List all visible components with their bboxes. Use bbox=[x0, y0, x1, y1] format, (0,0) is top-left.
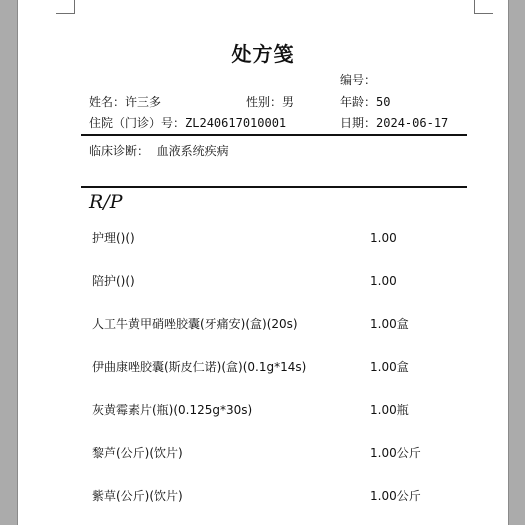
item-name: 护理()() bbox=[92, 231, 135, 245]
diagnosis-label: 临床诊断： bbox=[89, 144, 150, 158]
document-title: 处方笺 bbox=[231, 42, 295, 66]
item-quantity: 1.00公斤 bbox=[370, 489, 421, 503]
patient-name-field bbox=[89, 95, 161, 109]
list-item bbox=[18, 273, 508, 289]
number-label: 编号： bbox=[340, 73, 377, 87]
list-item bbox=[18, 316, 508, 332]
item-quantity: 1.00公斤 bbox=[370, 446, 421, 460]
header-divider bbox=[81, 134, 467, 136]
item-quantity: 1.00瓶 bbox=[370, 403, 409, 417]
prescription-page bbox=[17, 0, 509, 525]
date-value: 2024-06-17 bbox=[376, 116, 449, 130]
list-item bbox=[18, 445, 508, 461]
gender-label: 性别： bbox=[246, 95, 283, 109]
item-name: 陪护()() bbox=[92, 274, 135, 288]
date-label: 日期： bbox=[340, 116, 377, 130]
age-label: 年龄： bbox=[340, 95, 377, 109]
item-name: 灰黄霉素片(瓶)(0.125g*30s) bbox=[92, 403, 253, 417]
item-name: 黎芦(公斤)(饮片) bbox=[92, 446, 183, 460]
age-value: 50 bbox=[376, 95, 391, 109]
item-quantity: 1.00盒 bbox=[370, 317, 409, 331]
diagnosis-divider bbox=[81, 186, 467, 188]
list-item bbox=[18, 488, 508, 504]
item-quantity: 1.00 bbox=[370, 231, 397, 245]
visit-label: 住院（门诊）号： bbox=[89, 116, 186, 130]
name-value: 许三多 bbox=[125, 95, 162, 109]
item-name: 紫草(公斤)(饮片) bbox=[92, 489, 183, 503]
rp-label: R/P bbox=[89, 191, 123, 213]
item-quantity: 1.00 bbox=[370, 274, 397, 288]
list-item bbox=[18, 359, 508, 375]
item-name: 伊曲康唑胶囊(斯皮仁诺)(盒)(0.1g*14s) bbox=[92, 360, 307, 374]
name-label: 姓名： bbox=[89, 95, 126, 109]
date-field bbox=[340, 116, 448, 130]
item-quantity: 1.00盒 bbox=[370, 360, 409, 374]
gender-field bbox=[246, 95, 294, 109]
age-field bbox=[340, 95, 390, 109]
crop-mark-top-right bbox=[474, 0, 493, 14]
diagnosis-value: 血液系统疾病 bbox=[156, 144, 229, 158]
gender-value: 男 bbox=[282, 95, 295, 109]
diagnosis-field bbox=[89, 144, 229, 158]
visit-value: ZL240617010001 bbox=[185, 116, 287, 130]
list-item bbox=[18, 402, 508, 418]
item-name: 人工牛黄甲硝唑胶囊(牙痛安)(盒)(20s) bbox=[92, 317, 298, 331]
number-field bbox=[340, 73, 376, 87]
crop-mark-top-left bbox=[56, 0, 75, 14]
visit-number-field bbox=[89, 116, 286, 130]
list-item bbox=[18, 230, 508, 246]
